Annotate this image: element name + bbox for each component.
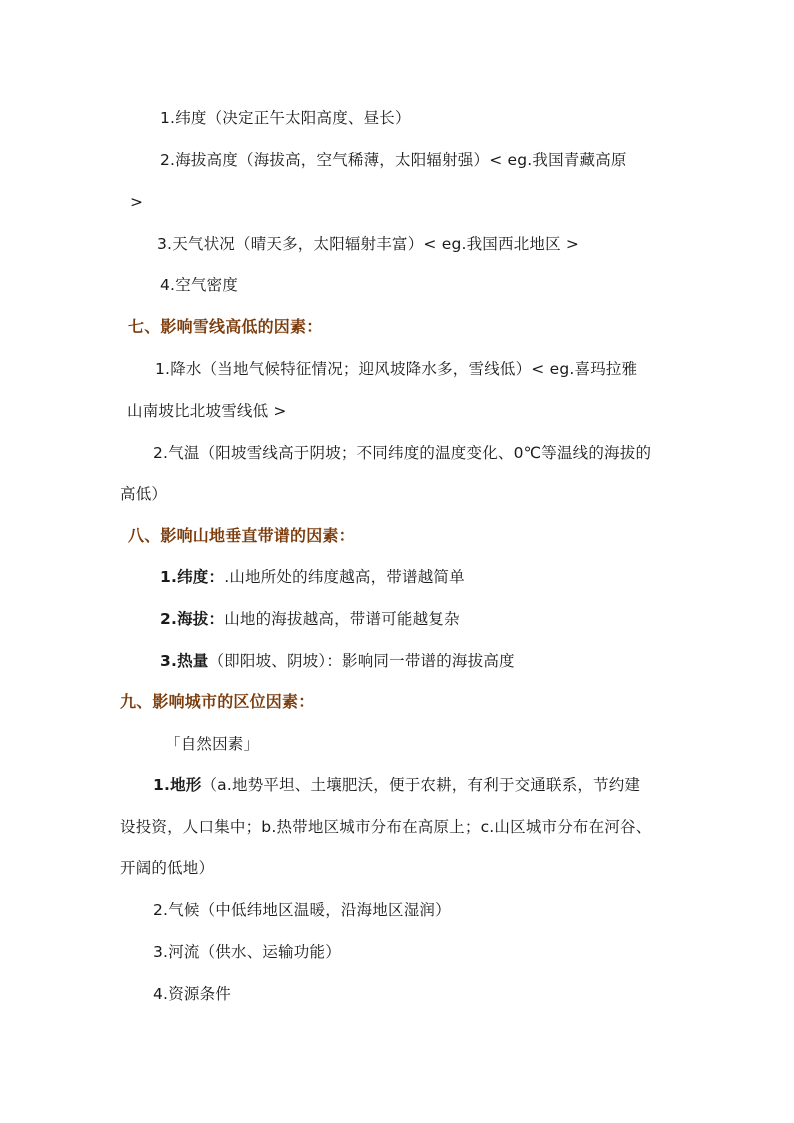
section-heading-snowline: 七、影响雪线高低的因素： [128, 317, 323, 336]
snowline-precipitation-continued: 山南坡比北坡雪线低 > [127, 402, 287, 420]
city-resources: 4.资源条件 [153, 985, 231, 1003]
zonation-altitude-text: 山地的海拔越高，带谱可能越复杂 [224, 610, 460, 628]
natural-factors-label: 「自然因素」 [165, 735, 260, 753]
zonation-altitude-label: 2.海拔： [160, 610, 225, 628]
zonation-heat-label: 3.热量 [160, 652, 209, 670]
altitude-factor-continued: > [130, 193, 144, 211]
zonation-heat-text: （即阳坡、阴坡）：影响同一带谱的海拔高度 [208, 652, 515, 670]
city-terrain-label: 1.地形 [153, 776, 202, 794]
city-river: 3.河流（供水、运输功能） [153, 943, 341, 961]
city-climate: 2.气候（中低纬地区温暖，沿海地区湿润） [153, 901, 451, 919]
snowline-temperature-continued: 高低） [120, 485, 168, 503]
latitude-factor: 1.纬度（决定正午太阳高度、昼长） [160, 109, 411, 127]
city-terrain-continued: 设投资，人口集中；b.热带地区城市分布在高原上；c.山区城市分布在河谷、 [120, 818, 652, 836]
section-heading-vertical-zonation: 八、影响山地垂直带谱的因素： [128, 526, 355, 545]
city-terrain [153, 775, 640, 795]
zonation-latitude [160, 567, 465, 587]
city-terrain-continued-2: 开阔的低地） [120, 859, 215, 877]
city-terrain-text: （a.地势平坦、土壤肥沃，便于农耕，有利于交通联系，节约建 [201, 776, 641, 794]
air-density-factor: 4.空气密度 [160, 276, 238, 294]
snowline-temperature: 2.气温（阳坡雪线高于阴坡；不同纬度的温度变化、0℃等温线的海拔的 [153, 444, 652, 462]
section-heading-city-location: 九、影响城市的区位因素： [120, 692, 315, 711]
zonation-altitude [160, 609, 460, 629]
zonation-heat [160, 651, 515, 671]
weather-factor: 3.天气状况（晴天多，太阳辐射丰富）< eg.我国西北地区 > [157, 235, 580, 253]
snowline-precipitation: 1.降水（当地气候特征情况；迎风坡降水多，雪线低）< eg.喜玛拉雅 [155, 360, 638, 378]
zonation-latitude-text: .山地所处的纬度越高，带谱越简单 [224, 568, 465, 586]
altitude-factor: 2.海拔高度（海拔高，空气稀薄，太阳辐射强）< eg.我国青藏高原 [160, 151, 627, 169]
zonation-latitude-label: 1.纬度： [160, 568, 225, 586]
